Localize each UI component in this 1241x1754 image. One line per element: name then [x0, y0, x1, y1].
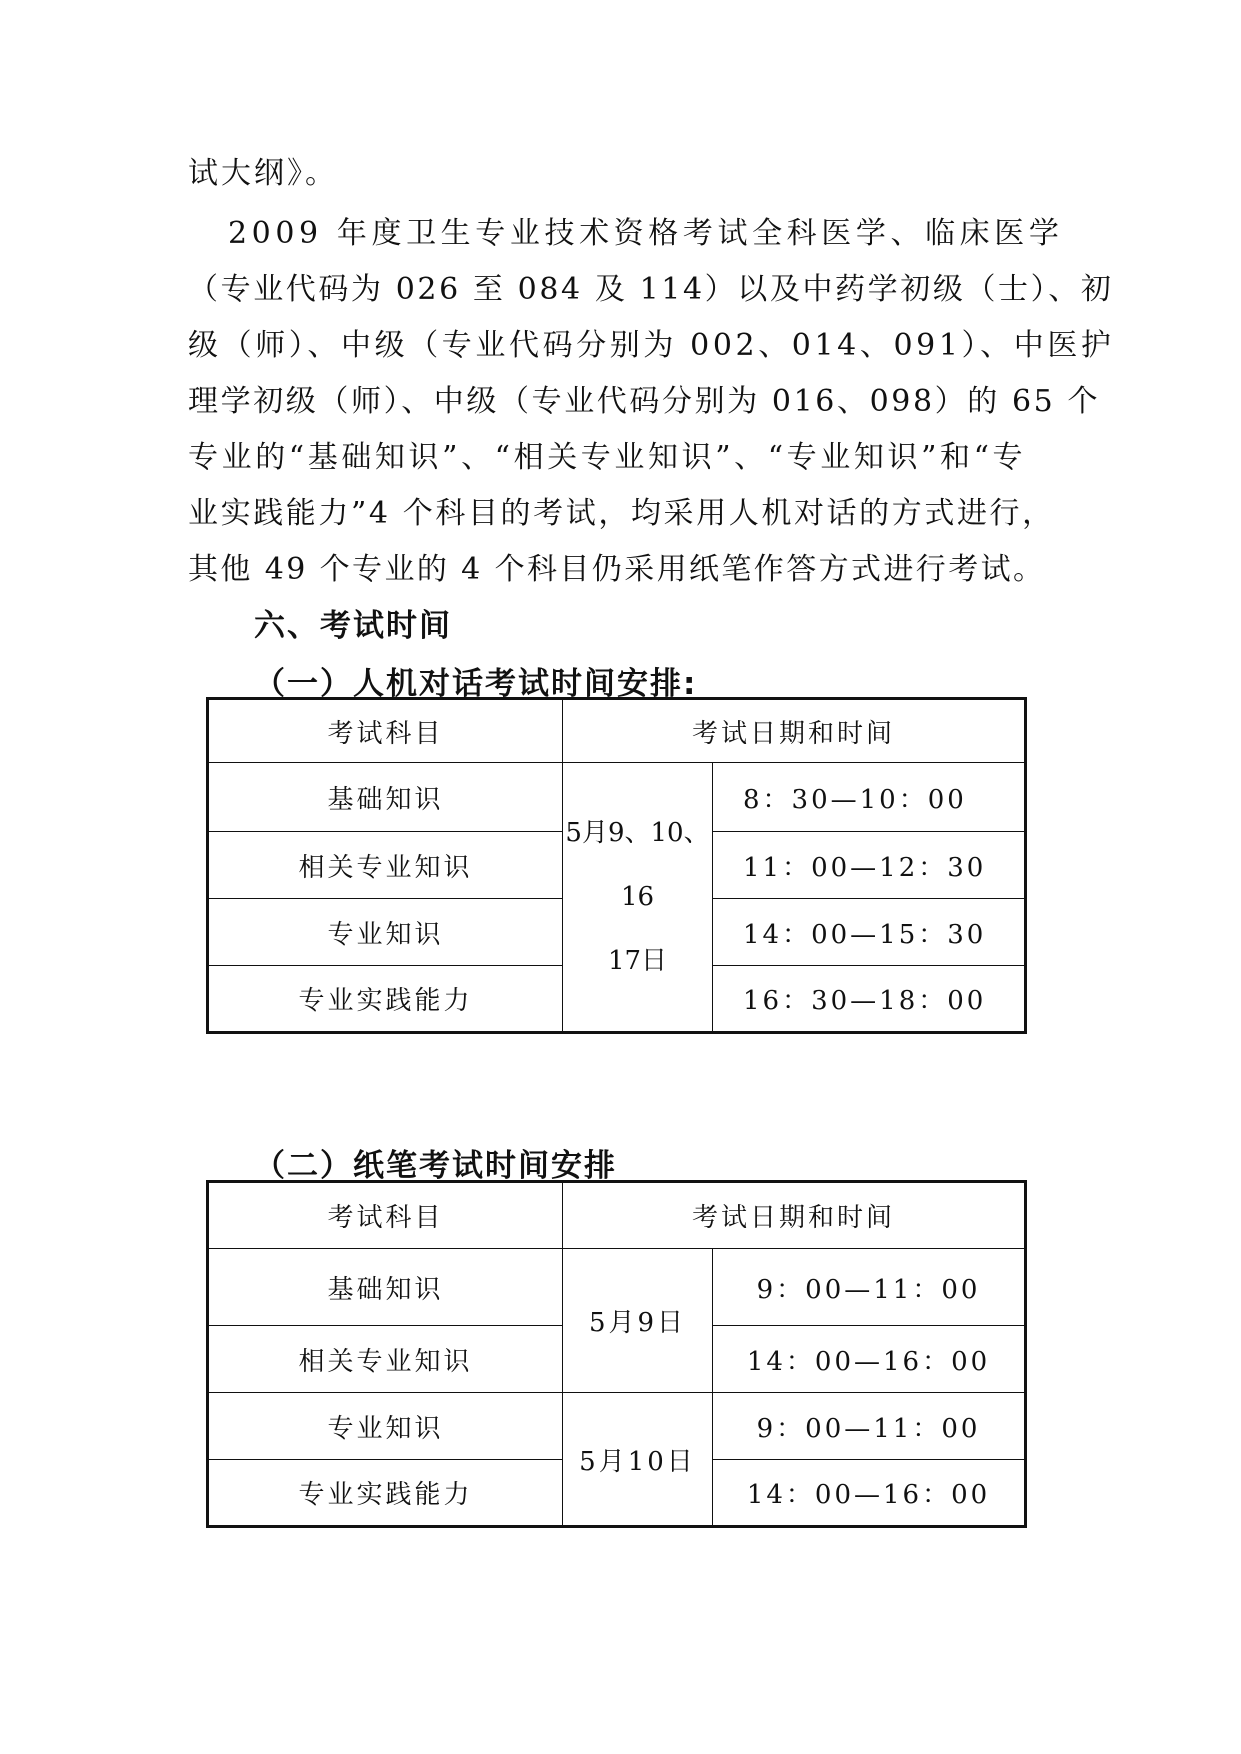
subsection-heading-1: （一）人机对话考试时间安排:	[254, 666, 698, 702]
paragraph-line-6: 业实践能力”4 个科目的考试，均采用人机对话的方式进行，	[188, 496, 1055, 531]
time-cell: 14：00—15：30	[713, 899, 1026, 966]
date-cell: 5月10日	[563, 1393, 713, 1527]
computer-exam-schedule-table	[206, 697, 1027, 1034]
table-row	[208, 1393, 1026, 1460]
date-line-1: 5月9、10、16	[565, 818, 710, 912]
header-datetime: 考试日期和时间	[563, 699, 1026, 763]
subject-cell: 相关专业知识	[208, 1326, 563, 1393]
time-cell: 11：00—12：30	[713, 832, 1026, 899]
subsection-heading-2: （二）纸笔考试时间安排	[254, 1148, 617, 1184]
paragraph-line-4: 理学初级（师）、中级（专业代码分别为 016、098）的 65 个	[188, 384, 1101, 419]
table-row	[208, 763, 1026, 832]
subject-cell: 专业知识	[208, 899, 563, 966]
paper-exam-schedule-table	[206, 1180, 1027, 1528]
paragraph-line-2: （专业代码为 026 至 084 及 114）以及中药学初级（士）、初	[188, 272, 1114, 307]
time-cell: 9：00—11：00	[713, 1249, 1026, 1326]
date-cell	[563, 763, 713, 1033]
time-cell: 14：00—16：00	[713, 1326, 1026, 1393]
time-cell: 8：30—10：00	[713, 763, 1026, 832]
subject-cell: 基础知识	[208, 763, 563, 832]
paragraph-line-1: 2009 年度卫生专业技术资格考试全科医学、临床医学	[228, 216, 1064, 251]
header-subject: 考试科目	[208, 699, 563, 763]
paragraph-line-3: 级（师）、中级（专业代码分别为 002、014、091）、中医护	[188, 328, 1115, 363]
table-row	[208, 1249, 1026, 1326]
subject-cell: 专业知识	[208, 1393, 563, 1460]
date-line-2: 17日	[607, 946, 668, 976]
section-heading: 六、考试时间	[254, 608, 452, 644]
subject-cell: 基础知识	[208, 1249, 563, 1326]
header-datetime: 考试日期和时间	[563, 1182, 1026, 1249]
subject-cell: 专业实践能力	[208, 966, 563, 1033]
date-cell: 5月9日	[563, 1249, 713, 1393]
carry-over-text: 试大纲》。	[188, 156, 338, 191]
table-header-row	[208, 699, 1026, 763]
table-header-row	[208, 1182, 1026, 1249]
paragraph-line-7: 其他 49 个专业的 4 个科目仍采用纸笔作答方式进行考试。	[188, 552, 1046, 587]
subject-cell: 相关专业知识	[208, 832, 563, 899]
time-cell: 9：00—11：00	[713, 1393, 1026, 1460]
paragraph-line-5: 专业的“基础知识”、“相关专业知识”、“专业知识”和“专	[188, 440, 1027, 475]
time-cell: 16：30—18：00	[713, 966, 1026, 1033]
header-subject: 考试科目	[208, 1182, 563, 1249]
time-cell: 14：00—16：00	[713, 1460, 1026, 1527]
subject-cell: 专业实践能力	[208, 1460, 563, 1527]
